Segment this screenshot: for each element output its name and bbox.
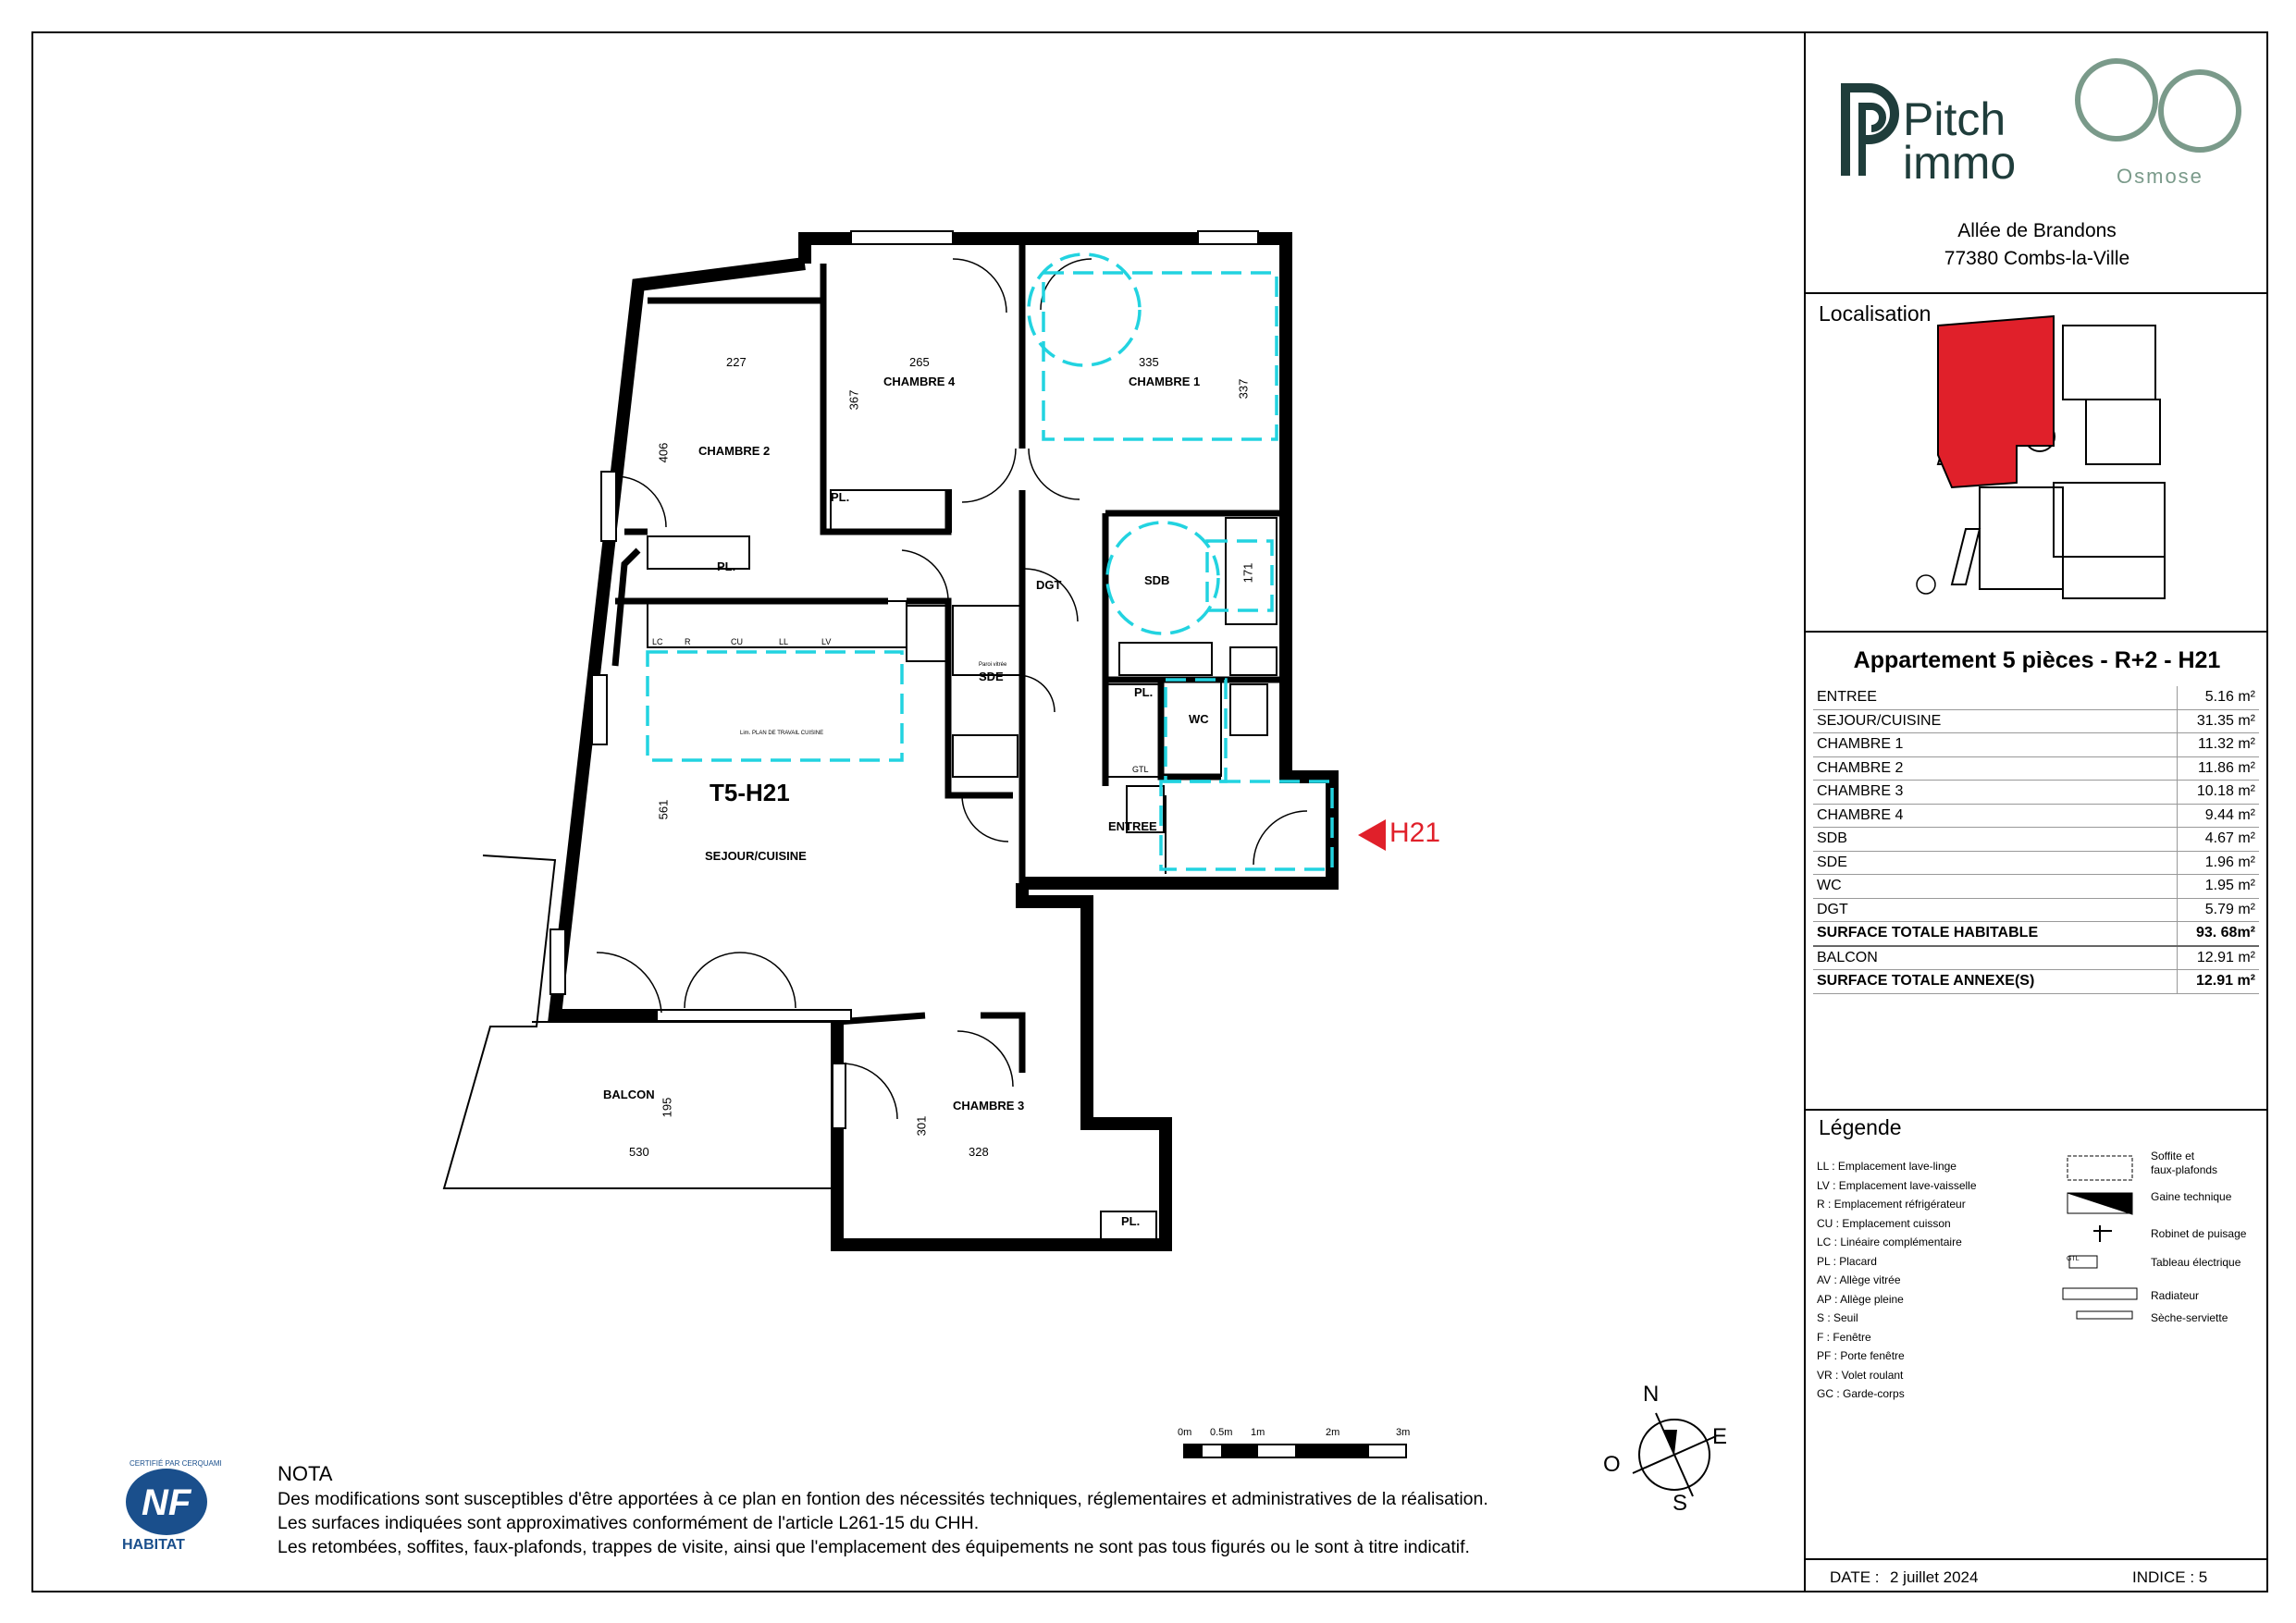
surface-value: 31.35 m²	[2178, 709, 2260, 733]
kitchen-label-lc: LC	[652, 637, 663, 646]
legend-item: PF : Porte fenêtre	[1817, 1349, 1905, 1362]
room-label-sde: SDE	[979, 670, 1004, 683]
surface-value: 11.32 m²	[2178, 733, 2260, 757]
surface-row	[1813, 922, 2259, 946]
surface-value: 93. 68m²	[2178, 922, 2260, 946]
surface-value: 1.96 m²	[2178, 851, 2260, 875]
gtl-label: GTL	[1132, 765, 1149, 774]
nf-mark: NF	[142, 1482, 191, 1523]
cupboard-label: PL.	[1121, 1214, 1141, 1228]
surface-row	[1813, 875, 2259, 899]
logo-pitch-text: Pitch	[1903, 93, 2006, 145]
surface-row	[1813, 756, 2259, 781]
surface-value: 10.18 m²	[2178, 781, 2260, 805]
cupboard-label: PL.	[1134, 685, 1154, 699]
address-line2: 77380 Combs-la-Ville	[1944, 248, 2130, 269]
entrance-arrow-icon	[1358, 819, 1386, 851]
surface-row	[1813, 970, 2259, 994]
kitchen-label-r: R	[685, 637, 691, 646]
indice-label: INDICE : 5	[2132, 1568, 2208, 1586]
legend-item: F : Fenêtre	[1817, 1330, 1871, 1344]
room-label-balcon: BALCON	[603, 1088, 655, 1101]
surface-row	[1813, 946, 2259, 970]
compass-o: O	[1603, 1452, 1621, 1477]
room-label-chambre3: CHAMBRE 3	[953, 1099, 1025, 1113]
surface-row	[1813, 851, 2259, 875]
legend-tableau: Tableau électrique	[2151, 1256, 2241, 1269]
nota-title: NOTA	[278, 1462, 333, 1485]
dimension: 337	[1236, 378, 1251, 400]
work-surface-label: Lim. PLAN DE TRAVAIL CUISINE	[740, 731, 824, 736]
dimension: 328	[969, 1145, 989, 1159]
kitchen-label-ll: LL	[779, 637, 789, 646]
surface-value: 4.67 m²	[2178, 828, 2260, 852]
surface-label: CHAMBRE 3	[1813, 781, 2178, 805]
compass-s: S	[1673, 1491, 1688, 1516]
compass-e: E	[1712, 1424, 1728, 1449]
surface-row	[1813, 781, 2259, 805]
nota-line: Les retombées, soffites, faux-plafonds, trappes de visite, ainsi que l'emplacement des équipements ne sont pas tous figurés ou le sont à titre indicatif.	[278, 1537, 1470, 1557]
room-label-dgt: DGT	[1036, 578, 1062, 592]
surface-label: DGT	[1813, 898, 2178, 922]
scale-tick: 3m	[1396, 1427, 1411, 1438]
legend-item: PL : Placard	[1817, 1254, 1877, 1268]
surface-value: 5.79 m²	[2178, 898, 2260, 922]
entrance-marker-label: H21	[1389, 818, 1441, 848]
surface-row	[1813, 733, 2259, 757]
localisation-map	[1915, 307, 2174, 612]
sde-detail-label: Paroi vitrée	[979, 662, 1007, 668]
room-label-wc: WC	[1189, 712, 1209, 726]
scale-tick: 0m	[1178, 1427, 1192, 1438]
surface-row	[1813, 709, 2259, 733]
dimension: 335	[1139, 355, 1159, 369]
surface-label: CHAMBRE 2	[1813, 756, 2178, 781]
room-label-chambre2: CHAMBRE 2	[698, 444, 771, 458]
legend-item: GC : Garde-corps	[1817, 1387, 1905, 1400]
surface-label: BALCON	[1813, 946, 2178, 970]
compass-n: N	[1643, 1382, 1660, 1407]
legend-soffite: Soffite et	[2151, 1150, 2195, 1162]
cupboard-label: PL.	[717, 559, 736, 573]
surface-label: SURFACE TOTALE ANNEXE(S)	[1813, 970, 2178, 994]
surface-value: 5.16 m²	[2178, 686, 2260, 709]
legend-item: LL : Emplacement lave-linge	[1817, 1160, 1957, 1173]
dimension: 227	[726, 355, 747, 369]
legend-item: LV : Emplacement lave-vaisselle	[1817, 1178, 1977, 1192]
legend-symbols	[2058, 1151, 2142, 1327]
legend-item: AP : Allège pleine	[1817, 1292, 1904, 1306]
legend-item: CU : Emplacement cuisson	[1817, 1216, 1951, 1230]
dimension: 367	[846, 389, 861, 411]
surface-value: 11.86 m²	[2178, 756, 2260, 781]
pitch-immo-logo-icon	[1836, 79, 1901, 180]
surface-label: CHAMBRE 1	[1813, 733, 2178, 757]
osmose-logo-icon	[2070, 54, 2246, 155]
dimension: 195	[660, 1097, 674, 1118]
divider-legend	[1804, 1109, 2268, 1111]
date-label: DATE :	[1830, 1568, 1880, 1586]
surface-value: 1.95 m²	[2178, 875, 2260, 899]
exterior-walls	[555, 239, 1332, 1245]
kitchen-label-cu: CU	[731, 637, 743, 646]
nf-habitat-label: HABITAT	[122, 1537, 185, 1553]
legend-radiateur: Radiateur	[2151, 1289, 2200, 1302]
nota-line: Des modifications sont susceptibles d'être apportées à ce plan en fontion des nécessités techniques, réglementaires et administratives de la réalisation.	[278, 1489, 1488, 1509]
legend-seche: Sèche-serviette	[2151, 1311, 2228, 1324]
surface-value: 12.91 m²	[2178, 946, 2260, 970]
scale-bar	[1179, 1443, 1411, 1461]
divider-header	[1804, 292, 2268, 294]
surface-label: SDE	[1813, 851, 2178, 875]
surface-label: WC	[1813, 875, 2178, 899]
surface-value: 12.91 m²	[2178, 970, 2260, 994]
surface-row	[1813, 804, 2259, 828]
room-label-sdb: SDB	[1144, 573, 1170, 587]
legend-item: VR : Volet roulant	[1817, 1368, 1904, 1382]
dimension: 530	[629, 1145, 649, 1159]
nf-certified-text: CERTIFIÉ PAR CERQUAMI	[130, 1459, 222, 1468]
legend-soffite2: faux-plafonds	[2151, 1163, 2218, 1176]
kitchen-label-lv: LV	[821, 637, 832, 646]
surface-row	[1813, 898, 2259, 922]
surface-label: SEJOUR/CUISINE	[1813, 709, 2178, 733]
dimension: 561	[656, 799, 671, 820]
surface-label: SURFACE TOTALE HABITABLE	[1813, 922, 2178, 946]
legend-title: Légende	[1819, 1115, 1902, 1139]
nota-line: Les surfaces indiquées sont approximatives conformément de l'article L261-15 du CHH.	[278, 1513, 980, 1533]
surface-row	[1813, 828, 2259, 852]
localisation-title: Localisation	[1819, 301, 1932, 326]
room-label-chambre4: CHAMBRE 4	[883, 375, 956, 388]
date-value: 2 juillet 2024	[1890, 1568, 1979, 1586]
scale-tick: 1m	[1251, 1427, 1265, 1438]
surface-row	[1813, 686, 2259, 709]
room-label-chambre1: CHAMBRE 1	[1129, 375, 1201, 388]
room-label-sejour: SEJOUR/CUISINE	[705, 849, 807, 863]
surface-value: 9.44 m²	[2178, 804, 2260, 828]
surface-label: CHAMBRE 4	[1813, 804, 2178, 828]
legend-gtl-glyph: GTL	[2067, 1256, 2080, 1262]
legend-item: AV : Allège vitrée	[1817, 1273, 1901, 1286]
logo-immo-text: immo	[1903, 137, 2017, 189]
divider-footer	[1804, 1558, 2268, 1560]
scale-tick: 0.5m	[1210, 1427, 1233, 1438]
apartment-title: Appartement 5 pièces - R+2 - H21	[1853, 647, 2221, 673]
dimension: 265	[909, 355, 930, 369]
legend-gaine: Gaine technique	[2151, 1190, 2232, 1203]
legend-item: S : Seuil	[1817, 1311, 1858, 1324]
divider-localisation	[1804, 631, 2268, 633]
address-line1: Allée de Brandons	[1957, 220, 2117, 241]
room-label-entree: ENTREE	[1108, 819, 1157, 833]
surface-label: ENTREE	[1813, 686, 2178, 709]
dimension: 301	[914, 1115, 929, 1137]
legend-robinet: Robinet de puisage	[2151, 1227, 2247, 1240]
legend-item: R : Emplacement réfrigérateur	[1817, 1198, 1966, 1211]
apartment-code: T5-H21	[710, 779, 790, 806]
cupboard-label: PL.	[831, 490, 850, 504]
surface-table	[1813, 686, 2259, 994]
dimension: 171	[1241, 562, 1255, 584]
scale-tick: 2m	[1326, 1427, 1340, 1438]
dimension: 406	[656, 442, 671, 463]
legend-item: LC : Linéaire complémentaire	[1817, 1236, 1962, 1248]
surface-label: SDB	[1813, 828, 2178, 852]
logo-osmose-text: Osmose	[2117, 165, 2203, 188]
